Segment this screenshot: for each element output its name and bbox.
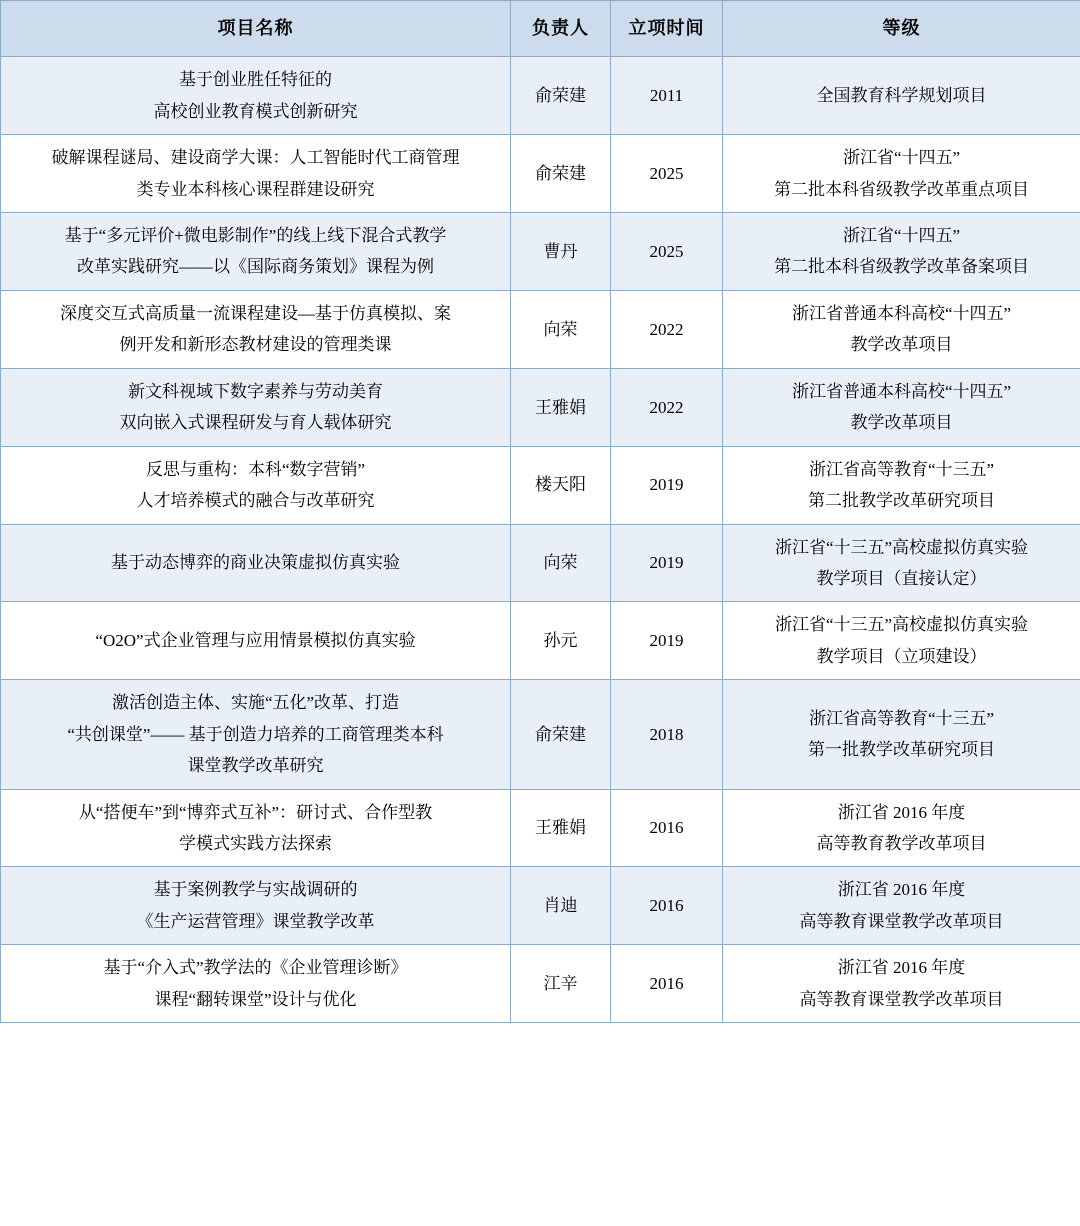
table-header-row (1, 1, 1080, 57)
cell-level: 浙江省 2016 年度 高等教育教学改革项目 (723, 789, 1080, 867)
cell-project-name: 从“搭便车”到“博弈式互补”：研讨式、合作型教 学模式实践方法探索 (1, 789, 511, 867)
cell-level: 浙江省高等教育“十三五” 第一批教学改革研究项目 (723, 680, 1080, 789)
cell-project-name: 基于创业胜任特征的 高校创业教育模式创新研究 (1, 57, 511, 135)
cell-level: 浙江省普通本科高校“十四五” 教学改革项目 (723, 368, 1080, 446)
cell-level: 浙江省 2016 年度 高等教育课堂教学改革项目 (723, 867, 1080, 945)
table-row (1, 524, 1080, 602)
cell-leader: 王雅娟 (511, 789, 611, 867)
cell-year: 2016 (611, 867, 723, 945)
column-header-project-name: 项目名称 (1, 1, 511, 57)
cell-project-name: 基于“多元评价+微电影制作”的线上线下混合式教学 改革实践研究——以《国际商务策划》课程为例 (1, 213, 511, 291)
cell-year: 2011 (611, 57, 723, 135)
cell-level: 浙江省“十四五” 第二批本科省级教学改革备案项目 (723, 213, 1080, 291)
table-row (1, 602, 1080, 680)
cell-leader: 肖迪 (511, 867, 611, 945)
table-row (1, 680, 1080, 789)
cell-level: 浙江省高等教育“十三五” 第二批教学改革研究项目 (723, 446, 1080, 524)
cell-project-name: 反思与重构：本科“数字营销” 人才培养模式的融合与改革研究 (1, 446, 511, 524)
table-row (1, 213, 1080, 291)
cell-project-name: 激活创造主体、实施“五化”改革、打造 “共创课堂”—— 基于创造力培养的工商管理类本科 课堂教学改革研究 (1, 680, 511, 789)
table-row (1, 945, 1080, 1023)
cell-level: 全国教育科学规划项目 (723, 57, 1080, 135)
cell-leader: 孙元 (511, 602, 611, 680)
cell-leader: 向荣 (511, 290, 611, 368)
table-row (1, 135, 1080, 213)
cell-leader: 王雅娟 (511, 368, 611, 446)
cell-leader: 俞荣建 (511, 57, 611, 135)
table-body (1, 57, 1080, 1023)
cell-project-name: 破解课程谜局、建设商学大课：人工智能时代工商管理 类专业本科核心课程群建设研究 (1, 135, 511, 213)
cell-project-name: 新文科视域下数字素养与劳动美育 双向嵌入式课程研发与育人载体研究 (1, 368, 511, 446)
cell-project-name: 基于动态博弈的商业决策虚拟仿真实验 (1, 524, 511, 602)
table-row (1, 867, 1080, 945)
cell-leader: 俞荣建 (511, 680, 611, 789)
cell-project-name: 基于案例教学与实战调研的 《生产运营管理》课堂教学改革 (1, 867, 511, 945)
cell-leader: 江辛 (511, 945, 611, 1023)
cell-project-name: “O2O”式企业管理与应用情景模拟仿真实验 (1, 602, 511, 680)
cell-level: 浙江省 2016 年度 高等教育课堂教学改革项目 (723, 945, 1080, 1023)
cell-year: 2016 (611, 789, 723, 867)
cell-year: 2022 (611, 290, 723, 368)
cell-project-name: 深度交互式高质量一流课程建设—基于仿真模拟、案 例开发和新形态教材建设的管理类课 (1, 290, 511, 368)
cell-year: 2025 (611, 135, 723, 213)
cell-leader: 俞荣建 (511, 135, 611, 213)
cell-leader: 楼天阳 (511, 446, 611, 524)
cell-year: 2025 (611, 213, 723, 291)
column-header-year: 立项时间 (611, 1, 723, 57)
table-row (1, 290, 1080, 368)
cell-leader: 曹丹 (511, 213, 611, 291)
cell-year: 2018 (611, 680, 723, 789)
table-row (1, 446, 1080, 524)
cell-year: 2019 (611, 524, 723, 602)
cell-year: 2016 (611, 945, 723, 1023)
cell-level: 浙江省“十三五”高校虚拟仿真实验 教学项目（立项建设） (723, 602, 1080, 680)
column-header-level: 等级 (723, 1, 1080, 57)
table-header (1, 1, 1080, 57)
table-row (1, 789, 1080, 867)
cell-level: 浙江省“十四五” 第二批本科省级教学改革重点项目 (723, 135, 1080, 213)
table-row (1, 57, 1080, 135)
column-header-leader: 负责人 (511, 1, 611, 57)
cell-year: 2022 (611, 368, 723, 446)
cell-leader: 向荣 (511, 524, 611, 602)
cell-level: 浙江省“十三五”高校虚拟仿真实验 教学项目（直接认定） (723, 524, 1080, 602)
cell-year: 2019 (611, 602, 723, 680)
cell-project-name: 基于“介入式”教学法的《企业管理诊断》 课程“翻转课堂”设计与优化 (1, 945, 511, 1023)
table-row (1, 368, 1080, 446)
cell-year: 2019 (611, 446, 723, 524)
cell-level: 浙江省普通本科高校“十四五” 教学改革项目 (723, 290, 1080, 368)
